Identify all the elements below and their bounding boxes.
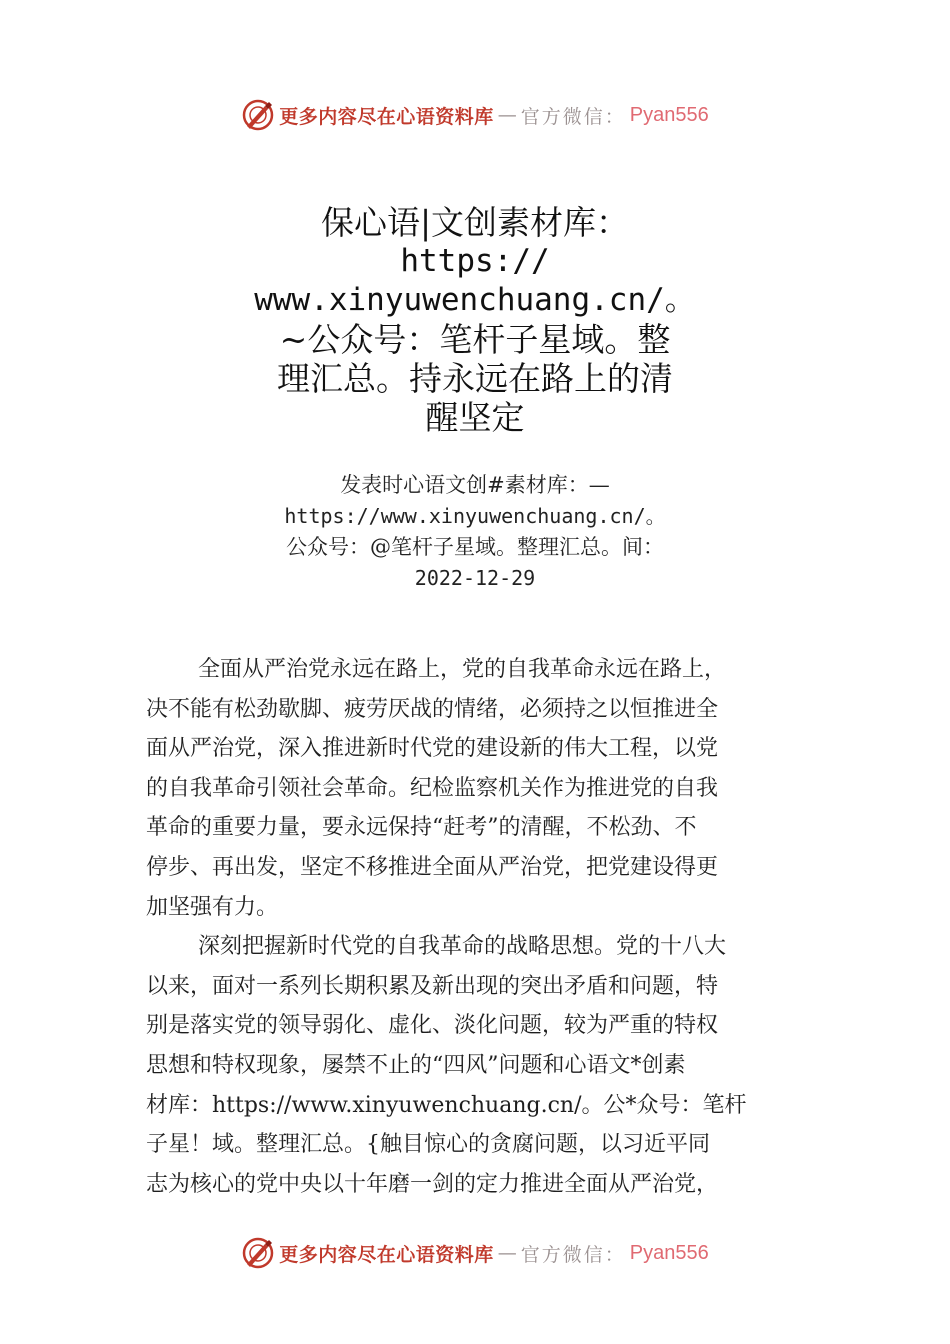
body-line: 志为核心的党中央以十年磨一剑的定力推进全面从严治党， xyxy=(146,1171,719,1197)
banner-wechat-id: Pyan556 xyxy=(629,103,709,126)
pen-logo-icon xyxy=(241,98,275,132)
body-line: 深刻把握新时代党的自我革命的战略思想。党的十八大 xyxy=(198,934,727,960)
title-line-2: https:// xyxy=(400,243,550,279)
banner-wechat-id: Pyan556 xyxy=(629,1241,709,1264)
body-line: 以来，面对一系列长期积累及新出现的突出矛盾和问题，特 xyxy=(146,973,719,999)
body-line: 停步、再出发，坚定不移推进全面从严治党，把党建设得更 xyxy=(146,854,719,880)
body-line: 的自我革命引领社会革命。纪检监察机关作为推进党的自我 xyxy=(146,775,719,801)
banner-dash: — xyxy=(497,1242,517,1264)
body-line: 加坚强有力。 xyxy=(146,894,279,920)
banner-dash: — xyxy=(497,104,517,126)
body-line: 决不能有松劲歇脚、疲劳厌战的情绪，必须持之以恒推进全 xyxy=(146,696,719,722)
banner-title: 更多内容尽在心语资料库 xyxy=(279,1243,494,1266)
meta-line-1: 发表时心语文创#素材库：— xyxy=(340,473,610,497)
header-banner xyxy=(0,95,950,135)
meta-line-2: https://www.xinyuwenchuang.cn/。 xyxy=(284,504,666,528)
title-line-4: ~公众号：笔杆子星域。整 xyxy=(279,320,671,359)
article-body xyxy=(146,650,816,1204)
banner-title: 更多内容尽在心语资料库 xyxy=(279,105,494,128)
footer-banner xyxy=(0,1233,950,1273)
body-line: 材库：https://www.xinyuwenchuang.cn/。公*众号：笔杆 xyxy=(146,1092,747,1118)
publish-meta xyxy=(170,470,780,594)
title-line-5: 理汇总。持永远在路上的清 xyxy=(277,359,673,398)
publish-date: 2022-12-29 xyxy=(414,566,536,590)
meta-line-3: 公众号：@笔杆子星域。整理汇总。间： xyxy=(286,535,664,559)
body-line: 子星！域。整理汇总。{触目惊心的贪腐问题，以习近平同 xyxy=(146,1132,710,1158)
body-line: 全面从严治党永远在路上，党的自我革命永远在路上， xyxy=(198,657,727,682)
title-line-1: 保心语|文创素材库： xyxy=(320,203,630,242)
banner-wechat-label: 官方微信： xyxy=(520,1243,626,1266)
banner-wechat-label: 官方微信： xyxy=(520,105,626,128)
body-line: 别是落实党的领导弱化、虚化、淡化问题，较为严重的特权 xyxy=(146,1013,719,1039)
title-line-6: 醒坚定 xyxy=(425,398,525,437)
document-title xyxy=(200,203,750,437)
body-line: 思想和特权现象，屡禁不止的“四风”问题和心语文*创素 xyxy=(146,1052,686,1078)
title-line-3: www.xinyuwenchuang.cn/。 xyxy=(254,282,696,318)
body-line: 革命的重要力量，要永远保持“赶考”的清醒，不松劲、不 xyxy=(146,815,697,841)
pen-logo-icon xyxy=(241,1236,275,1270)
body-line: 面从严治党，深入推进新时代党的建设新的伟大工程，以党 xyxy=(146,736,719,762)
